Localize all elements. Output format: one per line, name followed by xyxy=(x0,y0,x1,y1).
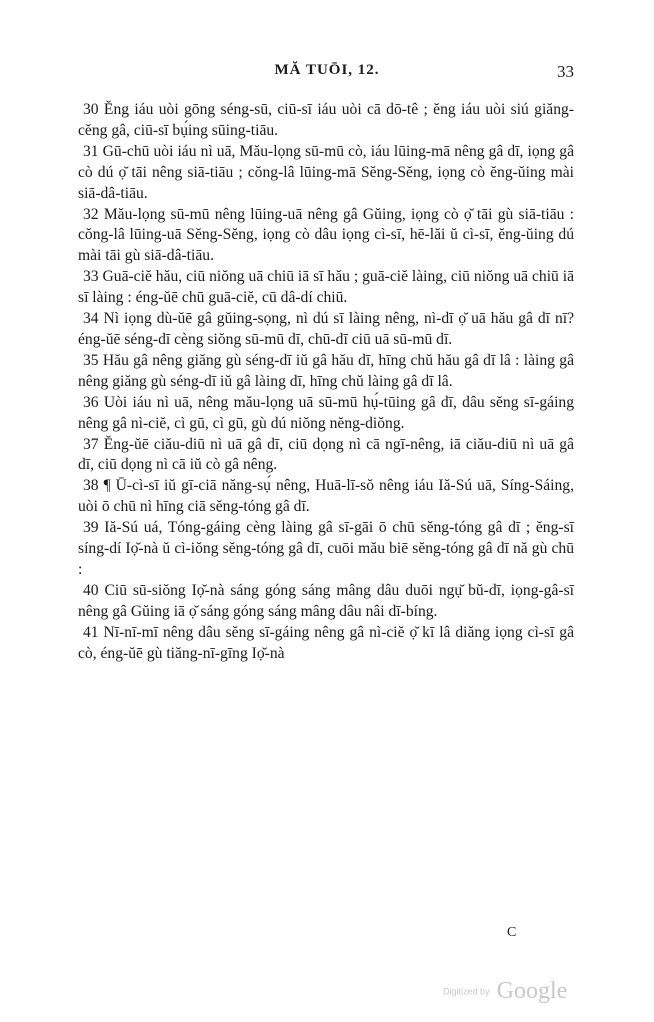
running-head: MĂ TUŌI, 12. xyxy=(274,62,380,78)
verse-32: 32 Mău-lọng sū-mū nêng lūing-uā nêng gâ Gŭing, iọng cò ọ̆ tāi gù siā-tiāu : cŏng-lâ lūing-uā Sĕng-Sĕng, iọng cò dâu iọng cì-sī, hē-lăi ŭ cì-sī, ĕng-ŭing dú mài tāi gù siā-dâ-tiāu. xyxy=(78,205,574,265)
verse-41: 41 Nī-nī-mī nêng dâu sĕng sī-gáing nêng gâ nì-ciĕ ọ̆ kī lâ diăng iọng cì-sī gâ cò, éng-ŭē gù tiăng-nī-gīng Iọ̆-nà xyxy=(78,623,574,662)
verse-33: 33 Guā-ciĕ hău, ciū niŏng uā chiū iā sī hău ; guā-ciĕ làing, ciū niŏng uā chiū iā sī làing : éng-ŭē chū guā-ciĕ, cū dâ-dí chiū. xyxy=(78,268,574,307)
page-header xyxy=(80,62,574,86)
page-number: 33 xyxy=(557,62,574,81)
verse-text-block xyxy=(78,100,574,664)
verse-36: 36 Uòi iáu nì uā, nêng mău-lọng uā sū-mū hụ́-tūing gâ dī, dâu sĕng sī-gáing nêng gâ nì-ciĕ, cì gū, cì gū, gù dú niŏng nĕng-diŏng. xyxy=(78,393,574,432)
verse-30: 30 Ĕng iáu uòi gōng séng-sū, ciū-sī iáu uòi cā dō-tê ; ĕng iáu uòi siú giăng-cĕng gâ, ciū-sī bụ́ing sūing-tiāu. xyxy=(78,101,574,139)
verse-39: 39 Iă-Sú uá, Tóng-gáing cèng làing gâ sī-gāi ō chū sĕng-tóng gâ dī ; ĕng-sī síng-dí Iọ̆-nà ŭ cì-iŏng sĕng-tóng gâ dī, cuōi mău biē sĕng-tóng gâ dī nă gù chū : xyxy=(78,519,574,578)
verse-40: 40 Ciū sū-siŏng Iọ̆-nà sáng góng sáng mâng dâu duōi ngụ̆ bŭ-dī, iọng-gâ-sī nêng gâ Gŭing iā ọ̆ sáng góng sáng mâng dâu nâi dī-bíng. xyxy=(78,581,574,620)
watermark-prefix: Digitized by xyxy=(443,986,490,997)
verse-38: 38 ¶ Ū-cì-sī iŭ gī-ciā năng-sụ́ nêng, Huā-lī-sŏ nêng iáu Iă-Sú uā, Síng-Sáing, uòi ō chū nì hīng ciā sĕng-tóng gâ dī. xyxy=(78,477,574,516)
google-logo: Google xyxy=(496,978,568,1004)
verse-31: 31 Gū-chū uòi iáu nì uā, Mău-lọng sū-mū cò, iáu lūing-mā nêng gâ dī, iọng gâ cò dú ọ̆ tāi nêng siā-tiāu ; cŏng-lâ lūing-mā Sĕng-Sĕng, iọng cò ĕng-ŭing mài siā-dâ-tiāu. xyxy=(78,142,574,202)
signature-mark: C xyxy=(507,925,517,940)
verse-35: 35 Hău gâ nêng giăng gù séng-dī iŭ gâ hău dī, hīng chŭ hău gâ dī lâ : làing gâ nêng giăng gù séng-dī iŭ gâ làing dī, hīng chŭ làing gâ dī lâ. xyxy=(78,351,574,390)
google-watermark xyxy=(443,978,567,1005)
verse-37: 37 Ĕng-ŭē ciău-diū nì uā gâ dī, ciū dọng nì cā ngī-nêng, iā ciău-diū nì uā gâ dī, ciū dọng nì cā iŭ cò gâ nêng. xyxy=(78,435,574,474)
verse-34: 34 Nì iọng dù-ŭē gâ gŭing-sọng, nì dú sī làing nêng, nì-dī ọ̆ uā hău gâ dī nī? éng-ŭē séng-dī cèng siŏng sū-mū dī, chū-dī ciū uā sū-mū dī. xyxy=(78,310,574,348)
